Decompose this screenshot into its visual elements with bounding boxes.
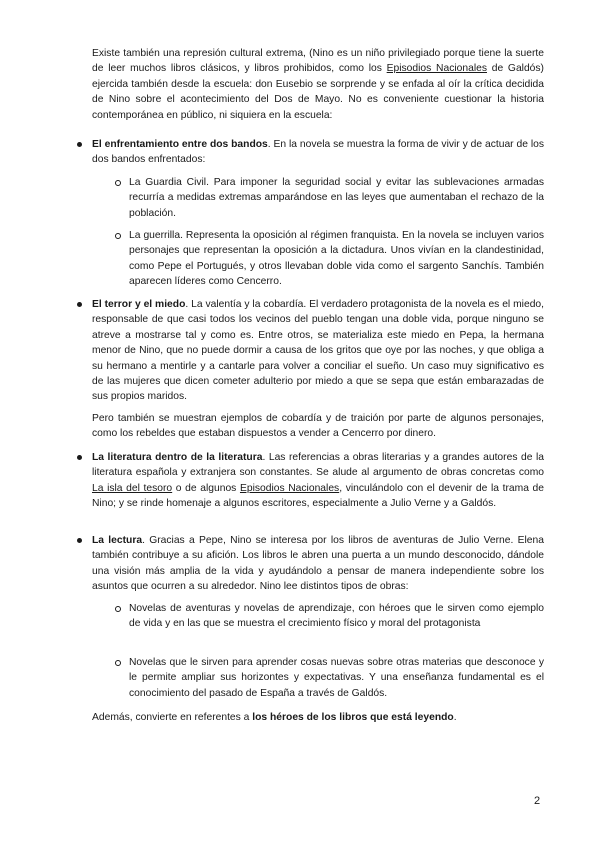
bullet-enfrentamiento — [92, 137, 544, 168]
closing-text-2: . — [453, 712, 457, 723]
bullet-text: . En la novela se muestra la forma de vivir y de actuar de los dos bandos enfrentados: — [92, 139, 545, 166]
sub-bullet-circle-icon — [115, 233, 121, 239]
sub-bullet-guardia-civil — [129, 175, 544, 221]
bullet-text: . La valentía y la cobardía. El verdadero protagonista de la novela es el miedo, responsable de que casi todos los vecinos del pueblo tengan una doble vida, porque ninguno se atreve a mostrarse tal y como es. Entre otros, se materializa este miedo en Pepa, la hermana menor de Nino, que no puede dormir a causa de los gritos que oye por las noches, y que obliga a su hermano a mentirle y a cantarle para volver a conciliar el sueño. Un caso muy significativo es de las mujeres que dicen cometer adulterio por miedo a que se sepa que están embarazadas de sus propios maridos. — [92, 299, 545, 403]
link-episodios-nacionales: Episodios Nacionales — [239, 482, 340, 494]
bullet-lectura — [92, 533, 544, 595]
closing-text-1: Además, convierte en referentes a — [92, 712, 253, 723]
bullet-text-1: . Las referencias a obras literarias y a grandes autores de la literatura española y extranjera son constantes. Se alude al argumento de obras concretas como — [92, 452, 544, 479]
bullet-dot-icon — [77, 538, 82, 543]
sub-bullet-guerrilla — [129, 228, 544, 290]
bullet-text: . Gracias a Pepe, Nino se interesa por los libros de aventuras de Julio Verne. Elena también contribuye a su afición. Los libros le abren una puerta a un mundo desconocido, dándole una visión más amplia de la vida y ayudándolo a pensar de manera independiente sobre los asuntos que ocurren a su alrededor. Nino lee distintos tipos de obras: — [92, 535, 544, 593]
bullet-text-2: o de algunos — [172, 482, 240, 494]
link-isla-del-tesoro: La isla del tesoro — [92, 482, 173, 494]
sub-bullet-novelas-aventuras — [129, 601, 544, 632]
closing-paragraph — [92, 710, 544, 725]
bullet-literatura — [92, 450, 544, 512]
sub-bullet-circle-icon — [115, 660, 121, 666]
bullet-text-3: , vinculándolo con el devenir de la trama de Nino; y se rinde homenaje a algunos escritores, especialmente a Julio Verne y a Galdós. — [92, 482, 545, 510]
sub-bullet-circle-icon — [115, 606, 121, 612]
intro-paragraph — [92, 46, 544, 123]
sub-bullet-text: La guerrilla. Representa la oposición al régimen franquista. En la novela se incluyen varios personajes que representan la oposición a la dictadura. Unos vivían en la clandestinidad, como Pepe el Portugués, y otros llevaban doble vida como el sargento Sanchís. También aparecen líderes como Cencerro. — [129, 230, 544, 288]
sub-bullet-novelas-aprender — [129, 655, 544, 701]
sub-bullet-text: Novelas que le sirven para aprender cosas nuevas sobre otras materias que desconoce y le permite ampliar sus horizontes y expectativas. Y una enseñanza fundamental es el conocimiento del pasado de España a través de Galdós. — [129, 657, 544, 699]
page-number: 2 — [534, 795, 541, 807]
bullet-dot-icon — [77, 142, 82, 147]
bullet-title: El terror y el miedo — [92, 299, 186, 310]
bullet-title: La lectura — [92, 535, 143, 546]
bullet-dot-icon — [77, 302, 82, 307]
bullet-title: La literatura dentro de la literatura — [92, 452, 263, 463]
sub-bullet-text: La Guardia Civil. Para imponer la seguridad social y evitar las sublevaciones armadas recurría a medidas extremas amparándose en las leyes que aumentaban el rechazo de la población. — [129, 177, 544, 219]
intro-text-2: de Galdós) ejercida también desde la escuela: don Eusebio se sorprende y se enfada al oír la crítica decidida de Nino sobre el acontecimiento del Dos de Mayo. No es conveniente cuestionar la historia contemporánea en público, ni siquiera en la escuela: — [92, 63, 544, 121]
sub-bullet-circle-icon — [115, 180, 121, 186]
intro-link-episodios: Episodios Nacionales — [386, 63, 487, 75]
bullet-title: El enfrentamiento entre dos bandos — [92, 139, 268, 150]
closing-bold: los héroes de los libros que está leyendo — [252, 712, 454, 723]
intro-text-1: Existe también una represión cultural extrema, (Nino es un niño privilegiado porque tiene la suerte de leer muchos libros clásicos, y libros prohibidos, como los — [92, 48, 544, 75]
sub-bullet-text: Novelas de aventuras y novelas de aprendizaje, con héroes que le sirven como ejemplo de vida y en las que se muestra el crecimiento físico y moral del protagonista — [129, 603, 544, 630]
paragraph-text: Pero también se muestran ejemplos de cobardía y de traición por parte de algunos personajes, como los rebeldes que estaban dispuestos a vender a Cencerro por dinero. — [92, 413, 544, 440]
terror-paragraph-2 — [92, 411, 544, 442]
bullet-dot-icon — [77, 455, 82, 460]
bullet-terror — [92, 297, 544, 405]
